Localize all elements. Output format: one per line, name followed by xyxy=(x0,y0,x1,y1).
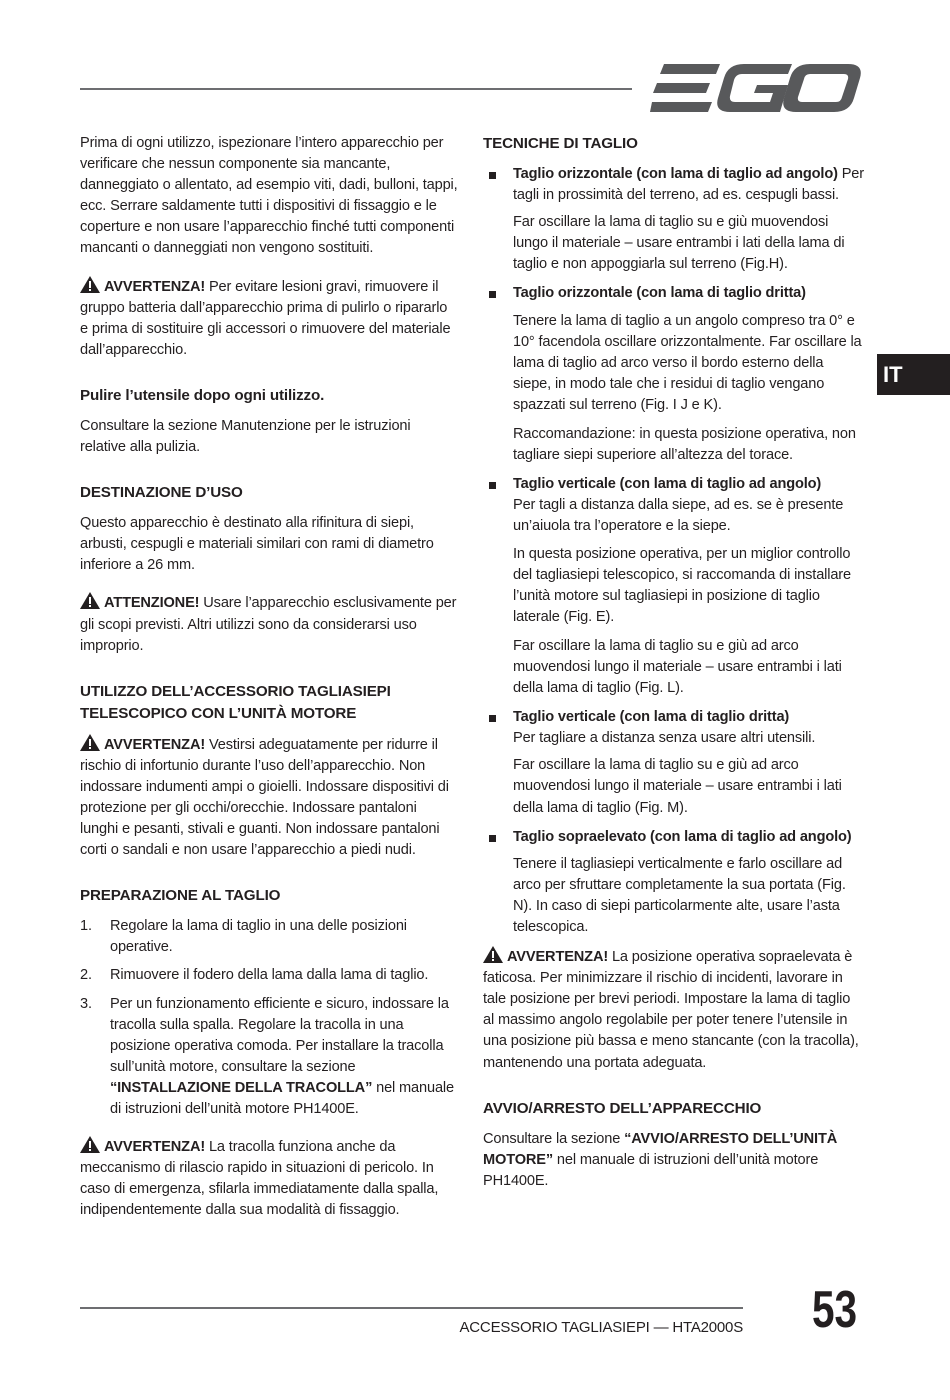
warning-overhead xyxy=(483,946,865,1074)
step-item xyxy=(80,965,458,986)
warning-text: La posizione operativa sopraelevata è faticosa. Per minimizzare il rischio di incidenti, lavorare in tale posizione per brevi periodi. Impostare la lama di taglio al massimo angolo regolabile per poter tenere l’utensile in una posizione più bassa e meno stancante (con la tracolla), mantenendo una portata adeguata. xyxy=(483,949,859,1071)
bullet-detail: Tenere il tagliasiepi verticalmente e farlo oscillare ad arco per sfruttare completamente la sua portata (Fig. N). In caso di siepi particolarmente alte, usare l’asta telescopica. xyxy=(513,855,846,935)
bullet-title: Taglio verticale (con lama di taglio dritta) xyxy=(513,709,790,726)
bullet-detail: Far oscillare la lama di taglio su e giù ad arco muovendosi lungo il materiale – usare entrambi i lati della lama di taglio (Fig. M). xyxy=(513,757,842,816)
bullet-item xyxy=(483,164,865,206)
step-text: Per un funzionamento efficiente e sicuro, indossare la tracolla sulla spalla. Regolare la tracolla in una posizione operativa comoda. Per installare la tracolla sull’unità motore, consultare la sezione xyxy=(110,995,449,1075)
step-text: Rimuovere il fodero della lama dalla lama di taglio. xyxy=(110,967,429,984)
caution-purpose xyxy=(80,592,458,656)
bullet-text: Per tagli a distanza dalla siepe, ad es. se è presente un’aiuola tra l’operatore e la siepe. xyxy=(513,497,844,535)
right-column xyxy=(483,133,865,1202)
bullet-text: Per tagliare a distanza senza usare altri utensili. xyxy=(513,730,816,747)
bullet-detail: Tenere la lama di taglio a un angolo compreso tra 0° e 10° facendola oscillare orizzontalmente. Far oscillare la lama di taglio ad arco verso il bordo esterno della siepe, in modo tale che i residui di taglio vengano spazzati sul terreno (Fig. I J e K). xyxy=(513,312,862,413)
clean-heading: Pulire l’utensile dopo ogni utilizzo. xyxy=(80,386,325,404)
caution-label: ATTENZIONE! xyxy=(104,595,200,612)
start-stop-after: nel manuale di istruzioni dell’unità motore PH1400E. xyxy=(483,1151,819,1189)
bullet-item xyxy=(483,283,865,304)
page-number: 53 xyxy=(812,1281,858,1339)
bullet-detail: In questa posizione operativa, per un miglior controllo del tagliasiepi telescopico, si raccomanda di installare l’unità motore sul tagliasiepi in posizione di taglio laterale (Fig. E). xyxy=(513,545,851,625)
bullet-item xyxy=(483,827,865,848)
warning-triangle-icon xyxy=(483,946,503,963)
bullet-detail: Far oscillare la lama di taglio su e giù ad arco muovendosi lungo il materiale – usare entrambi i lati della lama di taglio (Fig. L). xyxy=(513,637,842,697)
intended-use-heading: DESTINAZIONE D’USO xyxy=(80,484,243,502)
bullet-square-icon xyxy=(489,291,496,298)
language-tab: IT xyxy=(877,354,950,395)
warning-text: Vestirsi adeguatamente per ridurre il rischio di infortunio durante l’uso dell’apparecchio. Non indossare indumenti ampi o gioielli. Indossare dispositivi di protezione per gli occhi/orecchie. Indossare pantaloni lunghi e pesanti, stivali e guanti. Non indossare pantaloni corti o sandali e non usare l’apparecchio a piedi nudi. xyxy=(80,736,449,859)
bullet-square-icon xyxy=(489,835,496,842)
footer-title: ACCESSORIO TAGLIASIEPI — HTA2000S xyxy=(459,1319,743,1336)
header-rule xyxy=(80,88,632,90)
bullet-square-icon xyxy=(489,172,496,179)
start-stop-pre: Consultare la sezione xyxy=(483,1130,625,1147)
warning-text: La tracolla funziona anche da meccanismo di rilascio rapido in situazioni di pericolo. In caso di emergenza, sfilarla immediatamente dalla spalla, indipendentemente dalla sua modalità di fissaggio. xyxy=(80,1139,439,1219)
warning-label: AVVERTENZA! xyxy=(507,949,609,966)
warning-triangle-icon xyxy=(80,734,100,751)
intended-use-text: Questo apparecchio è destinato alla rifinitura di siepi, arbusti, cespugli e materiali similari con rami di diametro inferiore a 26 mm. xyxy=(80,515,434,574)
step-bold-ref: “INSTALLAZIONE DELLA TRACOLLA” xyxy=(110,1079,373,1096)
ego-logo xyxy=(650,62,862,114)
warning-battery xyxy=(80,276,458,361)
warning-label: AVVERTENZA! xyxy=(104,278,206,295)
preparation-steps xyxy=(80,916,458,1120)
step-text-after: nel manuale di istruzioni dell’unità motore PH1400E. xyxy=(110,1079,454,1117)
clean-text: Consultare la sezione Manutenzione per le istruzioni relative alla pulizia. xyxy=(80,417,411,456)
bullet-square-icon xyxy=(489,715,496,722)
step-text: Regolare la lama di taglio in una delle posizioni operative. xyxy=(110,918,407,956)
step-number: 3. xyxy=(80,995,92,1012)
preparation-heading: PREPARAZIONE AL TAGLIO xyxy=(80,887,281,905)
warning-strap xyxy=(80,1136,458,1221)
bullet-text: Per tagli in prossimità del terreno, ad es. cespugli bassi. xyxy=(513,166,864,204)
bullet-title: Taglio orizzontale (con lama di taglio dritta) xyxy=(513,285,806,302)
bullet-item xyxy=(483,474,865,537)
warning-triangle-icon xyxy=(80,276,100,293)
bullet-title: Taglio sopraelevato (con lama di taglio ad angolo) xyxy=(513,828,852,845)
intro-paragraph: Prima di ogni utilizzo, ispezionare l’intero apparecchio per verificare che nessun componente sia mancante, danneggiato o allentato, ad esempio viti, dadi, bulloni, tappi, ecc. Serrare saldamente tutti i dispositivi di fissaggio e le coperture e non usare l’apparecchio finché tutti componenti mancanti o danneggiati non vengono sostituiti. xyxy=(80,135,458,257)
start-stop-ref: “AVVIO/ARRESTO DELL’UNITÀ MOTORE” xyxy=(483,1130,838,1168)
caution-text: Usare l’apparecchio esclusivamente per gli scopi previsti. Altri utilizzi sono da considerarsi uso improprio. xyxy=(80,595,457,654)
bullet-title: Taglio verticale (con lama di taglio ad angolo) xyxy=(513,476,822,493)
footer-rule xyxy=(80,1307,743,1309)
warning-text: Per evitare lesioni gravi, rimuovere il gruppo batteria dall’apparecchio prima di pulirlo o ripararlo e prima di sostituire gli accessori o rimuovere del materiale dall’apparecchio. xyxy=(80,278,451,358)
left-column xyxy=(80,133,458,1231)
warning-label: AVVERTENZA! xyxy=(104,1139,206,1156)
bullet-title: Taglio orizzontale (con lama di taglio ad angolo) xyxy=(513,166,838,182)
warning-clothing xyxy=(80,734,458,862)
bullet-detail: Raccomandazione: in questa posizione operativa, non tagliare siepi superiore all’altezza del torace. xyxy=(513,426,856,464)
use-accessory-heading: UTILIZZO DELL’ACCESSORIO TAGLIASIEPI TELESCOPICO CON L’UNITÀ MOTORE xyxy=(80,682,391,722)
cutting-techniques-heading: TECNICHE DI TAGLIO xyxy=(483,135,638,152)
step-number: 1. xyxy=(80,918,92,935)
warning-triangle-icon xyxy=(80,1136,100,1153)
start-stop-heading: AVVIO/ARRESTO DELL’APPARECCHIO xyxy=(483,1099,762,1117)
step-number: 2. xyxy=(80,967,92,984)
warning-label: AVVERTENZA! xyxy=(104,736,206,753)
bullet-item xyxy=(483,707,865,749)
warning-triangle-icon xyxy=(80,592,100,609)
step-item xyxy=(80,916,458,958)
step-item xyxy=(80,994,458,1121)
bullet-square-icon xyxy=(489,482,496,489)
bullet-detail: Far oscillare la lama di taglio su e giù muovendosi lungo il materiale – usare entrambi i lati della lama di taglio e non appoggiarla sul terreno (Fig.H). xyxy=(513,214,845,273)
start-stop-text xyxy=(483,1129,865,1192)
